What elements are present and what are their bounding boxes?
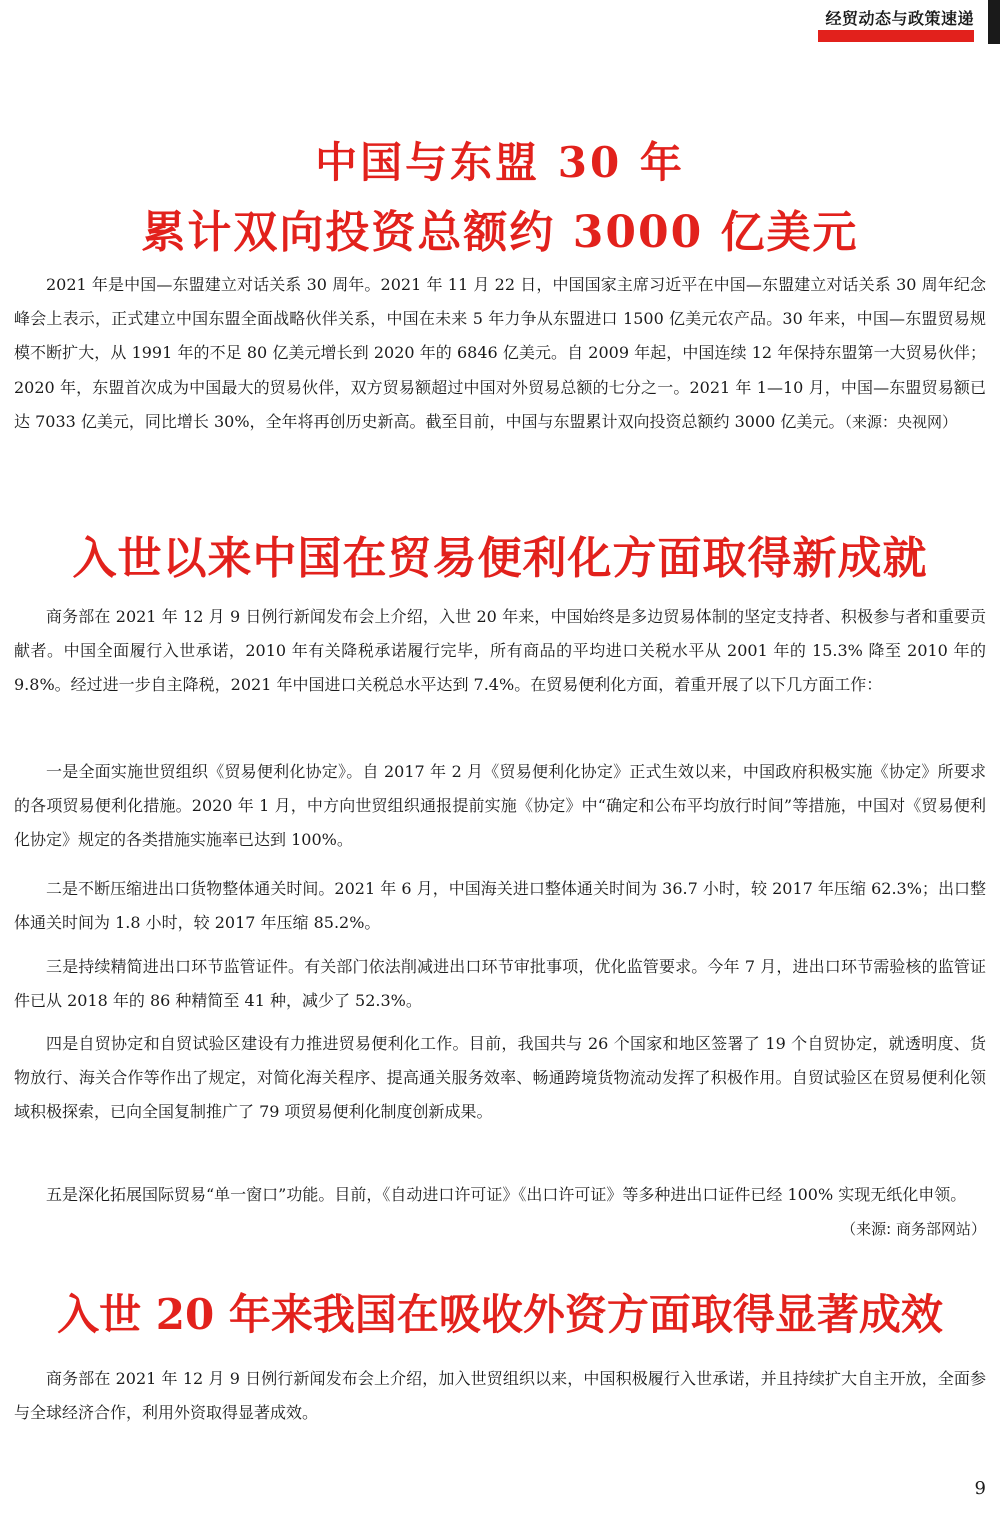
article1-title-line2: 累计双向投资总额约 3000 亿美元 — [141, 207, 859, 258]
article2-paragraph-point1: 一是全面实施世贸组织《贸易便利化协定》。自 2017 年 2 月《贸易便利化协定》正式生效以来，中国政府积极实施《协定》所要求的各项贸易便利化措施。2020 年 1 月，中方向世贸组织通报提前实施《协定》中“确定和公布平均放行时间”等措施，中国对《贸易便利化协定》规定的各类措施实施率已达到 100%。 — [14, 762, 986, 850]
article2-paragraph-point4: 四是自贸协定和自贸试验区建设有力推进贸易便利化工作。目前，我国共与 26 个国家和地区签署了 19 个自贸协定，就透明度、货物放行、海关合作等作出了规定，对简化海关程序、提高通关服务效率、畅通跨境货物流动发挥了积极作用。自贸试验区在贸易便利化领域积极探索，已向全国复制推广了 79 项贸易便利化制度创新成果。 — [14, 1034, 986, 1122]
article1-title-line1: 中国与东盟 30 年 — [315, 138, 685, 187]
article2-title: 入世以来中国在贸易便利化方面取得新成就 — [72, 533, 928, 584]
article2-paragraph-point5: 五是深化拓展国际贸易“单一窗口”功能。目前，《自动进口许可证》《出口许可证》等多种进出口证件已经 100% 实现无纸化申领。 — [46, 1185, 967, 1204]
header-accent-bar — [818, 30, 974, 42]
page-number: 9 — [974, 1478, 986, 1499]
section-title: 经贸动态与政策速递 — [825, 9, 974, 28]
header-edge-bar — [988, 0, 1000, 44]
article3-title: 入世 20 年来我国在吸收外资方面取得显著成效 — [57, 1290, 943, 1339]
article2-paragraph-point3: 三是持续精简进出口环节监管证件。有关部门依法削减进出口环节审批事项，优化监管要求。今年 7 月，进出口环节需验核的监管证件已从 2018 年的 86 种精简至 41 种，减少了 52.3%。 — [14, 957, 986, 1011]
article1-source: （来源：央视网） — [844, 412, 957, 431]
article2-paragraph-point2: 二是不断压缩进出口货物整体通关时间。2021 年 6 月，中国海关进口整体通关时间为 36.7 小时，较 2017 年压缩 62.3%；出口整体通关时间为 1.8 小时，较 2017 年压缩 85.2%。 — [14, 879, 986, 933]
article2-source: （来源: 商务部网站） — [841, 1220, 986, 1238]
article2-paragraph-intro: 商务部在 2021 年 12 月 9 日例行新闻发布会上介绍，入世 20 年来，中国始终是多边贸易体制的坚定支持者、积极参与者和重要贡献者。中国全面履行入世承诺，2010 年有关降税承诺履行完毕，所有商品的平均进口关税水平从 2001 年的 15.3% 降至 2010 年的 9.8%。经过进一步自主降税，2021 年中国进口关税总水平达到 7.4%。在贸易便利化方面，着重开展了以下几方面工作： — [14, 607, 986, 695]
article3-paragraph: 商务部在 2021 年 12 月 9 日例行新闻发布会上介绍，加入世贸组织以来，中国积极履行入世承诺，并且持续扩大自主开放，全面参与全球经济合作，利用外资取得显著成效。 — [14, 1369, 986, 1423]
article1-paragraph: 2021 年是中国—东盟建立对话关系 30 周年。2021 年 11 月 22 日，中国国家主席习近平在中国—东盟建立对话关系 30 周年纪念峰会上表示，正式建立中国东盟全面战略伙伴关系，中国在未来 5 年力争从东盟进口 1500 亿美元农产品。30 年来，中国—东盟贸易规模不断扩大，从 1991 年的不足 80 亿美元增长到 2020 年的 6846 亿美元。自 2009 年起，中国连续 12 年保持东盟第一大贸易伙伴；2020 年，东盟首次成为中国最大的贸易伙伴，双方贸易额超过中国对外贸易总额的七分之一。2021 年 1—10 月，中国—东盟贸易额已达 7033 亿美元，同比增长 30%，全年将再创历史新高。截至目前，中国与东盟累计双向投资总额约 3000 亿美元。（来源：央视网） — [14, 275, 986, 431]
page-header — [0, 0, 1000, 48]
